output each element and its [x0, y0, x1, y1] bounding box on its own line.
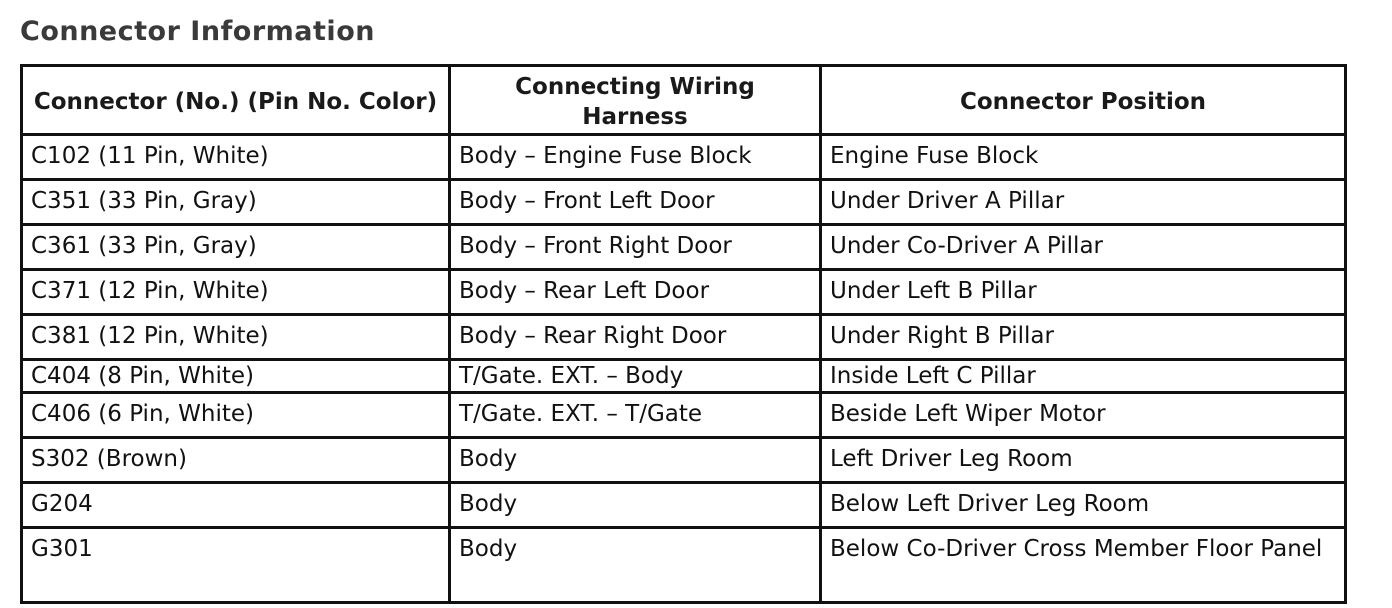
connector-cell: G301 — [22, 528, 450, 603]
position-cell: Beside Left Wiper Motor — [821, 393, 1346, 438]
harness-cell: Body – Front Right Door — [450, 225, 821, 270]
table-row — [22, 225, 1346, 270]
harness-cell: Body — [450, 483, 821, 528]
table-row — [22, 393, 1346, 438]
table-row — [22, 180, 1346, 225]
connector-cell: C404 (8 Pin, White) — [22, 360, 450, 393]
connector-cell: C361 (33 Pin, Gray) — [22, 225, 450, 270]
table-header-row — [22, 66, 1346, 135]
position-cell: Under Co-Driver A Pillar — [821, 225, 1346, 270]
harness-cell: Body — [450, 438, 821, 483]
page-title: Connector Information — [20, 16, 375, 47]
table-row — [22, 483, 1346, 528]
position-cell: Under Right B Pillar — [821, 315, 1346, 360]
position-cell: Left Driver Leg Room — [821, 438, 1346, 483]
table-row — [22, 270, 1346, 315]
connector-cell: C351 (33 Pin, Gray) — [22, 180, 450, 225]
position-cell: Below Co-Driver Cross Member Floor Panel — [821, 528, 1346, 603]
table-row — [22, 528, 1346, 603]
harness-cell: T/Gate. EXT. – Body — [450, 360, 821, 393]
connector-table — [20, 64, 1347, 604]
table-row — [22, 315, 1346, 360]
harness-cell: Body — [450, 528, 821, 603]
column-header-connector: Connector (No.) (Pin No. Color) — [22, 66, 450, 135]
position-cell: Below Left Driver Leg Room — [821, 483, 1346, 528]
connector-cell: C406 (6 Pin, White) — [22, 393, 450, 438]
connector-cell: G204 — [22, 483, 450, 528]
harness-cell: Body – Engine Fuse Block — [450, 135, 821, 180]
position-cell: Under Driver A Pillar — [821, 180, 1346, 225]
harness-cell: Body – Rear Left Door — [450, 270, 821, 315]
harness-cell: Body – Front Left Door — [450, 180, 821, 225]
table-row — [22, 135, 1346, 180]
connector-cell: S302 (Brown) — [22, 438, 450, 483]
harness-cell: Body – Rear Right Door — [450, 315, 821, 360]
table-row — [22, 360, 1346, 393]
column-header-harness: Connecting Wiring Harness — [450, 66, 821, 135]
position-cell: Under Left B Pillar — [821, 270, 1346, 315]
harness-cell: T/Gate. EXT. – T/Gate — [450, 393, 821, 438]
connector-cell: C371 (12 Pin, White) — [22, 270, 450, 315]
table-row — [22, 438, 1346, 483]
column-header-position: Connector Position — [821, 66, 1346, 135]
position-cell: Inside Left C Pillar — [821, 360, 1346, 393]
connector-cell: C381 (12 Pin, White) — [22, 315, 450, 360]
position-cell: Engine Fuse Block — [821, 135, 1346, 180]
connector-cell: C102 (11 Pin, White) — [22, 135, 450, 180]
